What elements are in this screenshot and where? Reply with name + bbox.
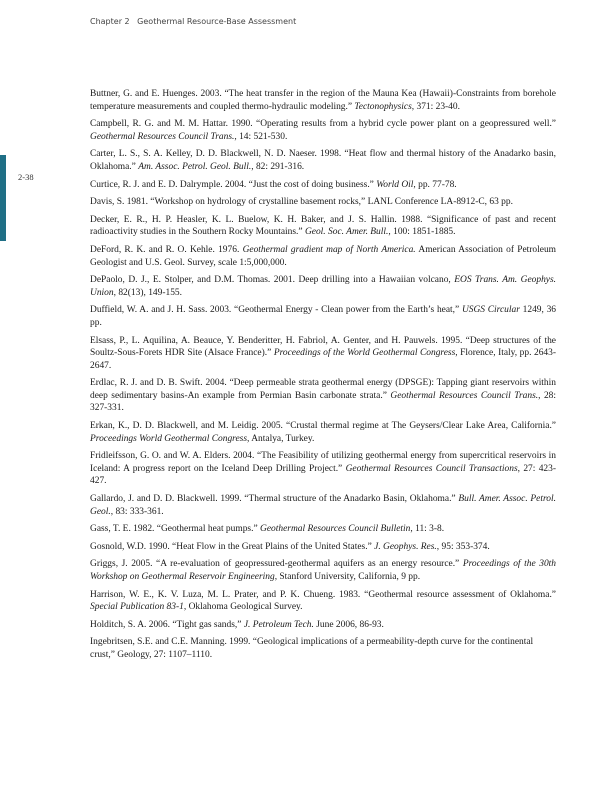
reference-item: [90, 335, 556, 373]
reference-text: Gass, T. E. 1982. “Geothermal heat pumps.”: [90, 524, 258, 535]
reference-journal: Geol. Soc. Amer. Bull.: [304, 227, 389, 238]
reference-tail: , pp. 77-78.: [413, 179, 457, 190]
reference-list: [90, 88, 556, 667]
reference-tail: 371: 23-40.: [416, 101, 460, 112]
reference-tail: , 95: 353-374.: [436, 541, 490, 552]
reference-tail: 1249, 36 pp.: [90, 305, 557, 328]
reference-text: Holditch, S. A. 2006. “Tight gas sands,”: [90, 619, 242, 630]
reference-tail: , 11: 3-8.: [410, 524, 445, 535]
reference-tail: , Stanford University, California, 9 pp.: [274, 572, 421, 582]
reference-journal: J. Petroleum Tech.: [243, 619, 314, 630]
reference-text: Gallardo, J. and D. D. Blackwell. 1999. “Thermal structure of the Anadarko Basin, Oklahoma.”: [90, 494, 456, 505]
reference-text: DeFord, R. K. and R. O. Kehle. 1976.: [90, 244, 240, 255]
reference-tail: , 100: 1851-1885.: [388, 227, 456, 238]
page-number: 2-38: [18, 172, 34, 182]
reference-text: Davis, S. 1981. “Workshop on hydrology of crystalline basement rocks,” LANL Conference LA-8912-C, 63 pp.: [90, 197, 513, 208]
reference-tail: , Antalya, Turkey.: [247, 433, 315, 444]
reference-journal: Geothermal gradient map of North America.: [242, 244, 416, 255]
reference-item: [90, 88, 556, 113]
reference-text: Erdlac, R. J. and D. B. Swift. 2004. “Deep permeable strata geothermal energy (DPSGE): Tapping giant reservoirs within deep sedimentary basins-An example from Permian Basin carbonate strata.”: [90, 378, 556, 401]
reference-journal: J. Geophys. Res.: [374, 541, 437, 552]
reference-item: [90, 493, 556, 518]
reference-journal: Proceedings of the World Geothermal Congress: [273, 348, 456, 359]
reference-tail: American Association of Petroleum Geologist and U.S. Geol. Survey, scale 1:5,000,000.: [90, 244, 557, 268]
reference-journal: Am. Assoc. Petrol. Geol. Bull.: [138, 161, 252, 172]
reference-tail: , 28: 327-331.: [90, 390, 557, 414]
reference-journal: Geothermal Resources Council Trans.: [390, 390, 539, 401]
reference-tail: , Oklahoma Geological Survey.: [183, 602, 303, 613]
reference-text: Harrison, W. E., K. V. Luza, M. L. Prater, and P. K. Chueng. 1983. “Geothermal resource assessment of Oklahoma.”: [90, 589, 556, 600]
reference-tail: , 82: 291-316.: [251, 161, 305, 172]
reference-item: [90, 541, 556, 554]
reference-text: Erkan, K., D. D. Blackwell, and M. Leidig. 2005. “Crustal thermal regime at The Geysers/Clear Lake Area, California.”: [90, 421, 556, 432]
reference-text: Fridleifsson, G. O. and W. A. Elders. 2004. “The Feasibility of utilizing geothermal energy from supercritical reservoirs in Iceland: A progress report on the Iceland Deep Drilling Project.”: [90, 451, 556, 474]
reference-text: Gosnold, W.D. 1990. “Heat Flow in the Great Plains of the United States.”: [90, 541, 372, 552]
reference-journal: Bull. Amer. Assoc. Petrol. Geol.: [90, 494, 557, 517]
reference-item: [90, 179, 556, 192]
reference-journal: Proceedings of the 30th Workshop on Geothermal Reservoir Engineering: [90, 559, 556, 582]
reference-item: [90, 118, 556, 143]
running-head: [90, 17, 296, 26]
reference-item: [90, 523, 556, 536]
reference-journal: EOS Trans. Am. Geophys. Union: [90, 275, 557, 298]
reference-journal: Tectonophysics,: [354, 101, 415, 112]
reference-item: [90, 274, 556, 299]
reference-journal: Geothermal Resources Council Trans.: [90, 131, 235, 142]
reference-item: [90, 589, 556, 614]
reference-tail: June 2006, 86-93.: [313, 619, 384, 630]
reference-tail: , 14: 521-530.: [234, 131, 288, 142]
reference-journal: Proceedings World Geothermal Congress: [90, 433, 248, 444]
reference-item: [90, 214, 556, 239]
reference-text: Buttner, G. and E. Huenges. 2003. “The heat transfer in the region of the Mauna Kea (Hawaii)-Constraints from borehole temperature measurements and coupled thermo-hydraulic modeling.”: [90, 89, 556, 112]
reference-item: [90, 244, 556, 269]
reference-text: Decker, E. R., H. P. Heasler, K. L. Buelow, K. H. Baker, and J. S. Hallin. 1988. “Significance of past and recent radioactivity studies in the Southern Rocky Mountains.”: [90, 214, 556, 238]
reference-item: [90, 377, 556, 415]
chapter-title: Geothermal Resource-Base Assessment: [137, 17, 297, 26]
reference-tail: , Florence, Italy, pp. 2643-2647.: [90, 348, 556, 371]
reference-tail: , 82(13), 149-155.: [113, 287, 183, 298]
reference-journal: Geothermal Resources Council Bulletin: [260, 524, 411, 535]
reference-item: [90, 304, 556, 329]
reference-journal: World Oil: [376, 179, 414, 190]
reference-item: [90, 420, 556, 445]
reference-tail: , 27: 423-427.: [90, 463, 556, 487]
reference-text: Ingebritsen, S.E. and C.E. Manning. 1999. “Geological implications of a permeability-depth curve for the continental crust,” Geology, 27: 1107–1110.: [90, 637, 534, 660]
reference-journal: Geothermal Resources Council Transactions: [345, 463, 518, 474]
reference-item: [90, 636, 556, 661]
reference-text: DePaolo, D. J., E. Stolper, and D.M. Thomas. 2001. Deep drilling into a Hawaiian volcano,: [90, 275, 451, 286]
reference-item: [90, 450, 556, 488]
reference-item: [90, 619, 556, 632]
reference-tail: , 83: 333-361.: [110, 506, 164, 517]
chapter-tab-bar: [0, 155, 6, 241]
reference-journal: USGS Circular: [461, 305, 520, 316]
reference-text: Curtice, R. J. and E. D. Dalrymple. 2004. “Just the cost of doing business.”: [90, 179, 374, 190]
reference-text: Duffield, W. A. and J. H. Sass. 2003. “Geothermal Energy - Clean power from the Earth’s heat,”: [90, 305, 460, 316]
reference-text: Campbell, R. G. and M. M. Hattar. 1990. “Operating results from a hybrid cycle power plant on a geopressured well.”: [90, 119, 556, 130]
chapter-number: Chapter 2: [90, 17, 130, 26]
reference-text: Griggs, J. 2005. “A re-evaluation of geopressured-geothermal aquifers as an energy resource.”: [90, 559, 460, 570]
reference-text: Carter, L. S., S. A. Kelley, D. D. Blackwell, N. D. Naeser. 1998. “Heat flow and thermal history of the Anadarko basin, Oklahoma.”: [90, 149, 556, 172]
reference-item: [90, 148, 556, 173]
reference-item: [90, 196, 556, 209]
reference-journal: Special Publication 83-1: [90, 602, 184, 613]
reference-item: [90, 558, 556, 583]
reference-text: Elsass, P., L. Aquilina, A. Beauce, Y. Benderitter, H. Fabriol, A. Genter, and H. Pauwels. 1995. “Deep structures of the Soultz-Sous-Forets HDR Site (Alsace France).”: [90, 335, 556, 359]
